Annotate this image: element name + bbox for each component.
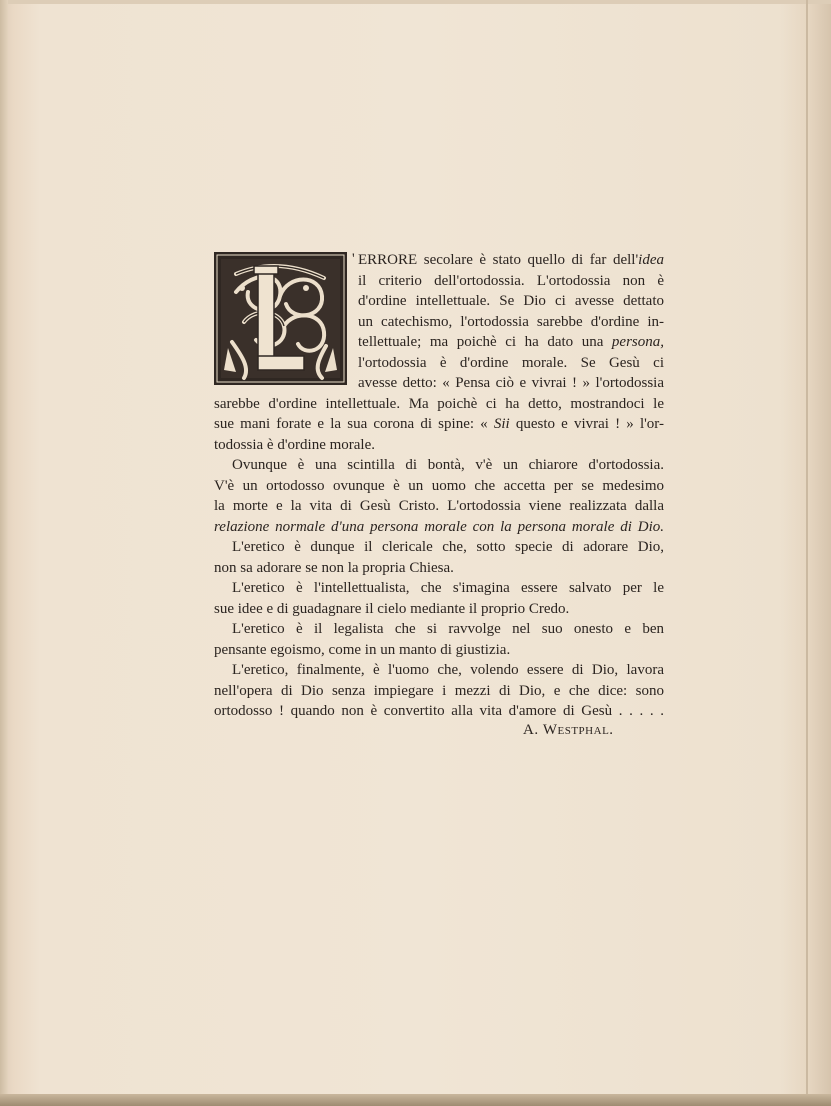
text-line: l'ortodossia è d'ordine morale. Se Gesù ci — [358, 354, 664, 371]
author-name: Westphal. — [542, 722, 614, 738]
text-line: sarebbe d'ordine intellettuale. Ma poichè ci ha detto, mostrandoci le — [214, 395, 664, 412]
text-line: L'eretico è l'intellettualista, che s'imagina essere salvato per le — [232, 580, 664, 596]
page-spine — [0, 0, 8, 1106]
text-line: todossia è d'ordine morale. — [214, 436, 375, 453]
text-line: sue mani forate e la sua corona di spine: « Sii questo e vivrai ! » l'or- — [214, 416, 664, 432]
text-line: pensante egoismo, come in un manto di giustizia. — [214, 641, 511, 658]
page-top-edge — [0, 0, 831, 4]
text-line: V'è un ortodosso ovunque è un uomo che accetta per se medesimo — [214, 477, 664, 494]
text-line: non sa adorare se non la propria Chiesa. — [214, 559, 454, 576]
page-bottom-edge — [0, 1094, 831, 1106]
text-line: il criterio dell'ortodossia. L'ortodossia non è — [358, 272, 664, 289]
author-signature — [523, 720, 614, 740]
text-line: un catechismo, l'ortodossia sarebbe d'ordine in- — [358, 313, 664, 330]
text-line: L'eretico è il legalista che si ravvolge nel suo onesto e ben — [232, 621, 664, 637]
text-line: L'eretico, finalmente, è l'uomo che, volendo essere di Dio, lavora — [232, 662, 664, 678]
author-initial: A. — [523, 722, 539, 738]
text-line: Ovunque è una scintilla di bontà, v'è un chiarore d'ortodossia. — [232, 457, 664, 473]
text-line: ortodosso ! quando non è convertito alla vita d'amore di Gesù . . . . . — [214, 703, 664, 719]
text-line: d'ordine intellettuale. Se Dio ci avesse dettato — [358, 293, 664, 309]
text-line: avesse detto: « Pensa ciò e vivrai ! » l'ortodossia — [358, 375, 664, 391]
text-line: relazione normale d'una persona morale con la persona morale di Dio. — [214, 518, 664, 535]
text-line: L'eretico è dunque il clericale che, sotto specie di adorare Dio, — [232, 539, 664, 555]
text-line: tellettuale; ma poichè ci ha dato una persona, — [358, 334, 664, 350]
text-line: nell'opera di Dio senza impiegare i mezzi di Dio, e che dice: sono — [214, 682, 664, 699]
text-line: sue idee e di guadagnare il cielo mediante il proprio Credo. — [214, 600, 570, 617]
page-fold — [806, 0, 808, 1106]
body-text — [214, 250, 664, 722]
drop-cap-apostrophe: ' — [352, 251, 355, 267]
text-line: la morte e la vita di Gesù Cristo. L'ortodossia viene realizzata dalla — [214, 498, 664, 514]
text-line: ERRORE secolare è stato quello di far dell'idea — [358, 252, 664, 268]
